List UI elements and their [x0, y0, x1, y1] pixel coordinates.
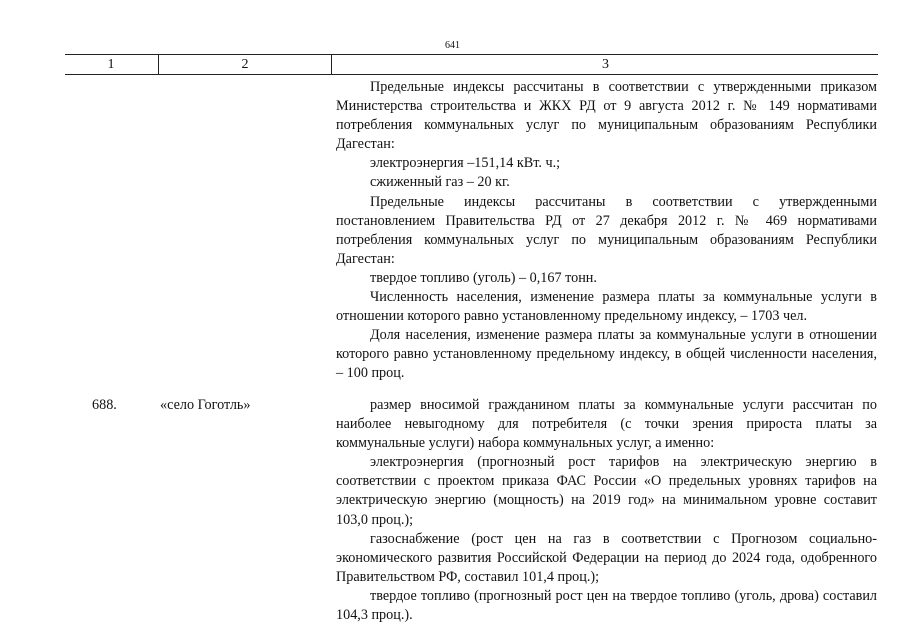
- paragraph: сжиженный газ – 20 кг.: [370, 174, 510, 191]
- paragraph: размер вносимой гражданином платы за коммунальные услуги рассчитан по наиболее невыгодному для потребителя (с точки зрения прироста платы за коммунальные услуги) набора коммунальных услуг, а именно:: [336, 397, 877, 452]
- block-1-text: [336, 78, 877, 384]
- settlement-name: «село Гоготль»: [160, 397, 251, 413]
- paragraph: Доля населения, изменение размера платы за коммунальные услуги в отношении которого равно установленному предельному индексу, в общей численности населения, – 100 проц.: [336, 327, 877, 382]
- paragraph: твердое топливо (уголь) – 0,167 тонн.: [370, 269, 597, 286]
- row-688-text: [336, 396, 877, 625]
- paragraph: Предельные индексы рассчитаны в соответствии с утвержденными постановлением Правительства РД от 27 декабря 2012 г. № 469 нормативами потребления коммунальных услуг по муниципальным образованиям Республики Дагестан:: [336, 193, 877, 267]
- page-number: 641: [445, 40, 460, 51]
- header-col-1: 1: [107, 57, 115, 72]
- paragraph: электроэнергия –151,14 кВт. ч.;: [370, 155, 561, 172]
- table-header: [65, 54, 878, 75]
- row-number: 688.: [92, 397, 117, 413]
- paragraph: газоснабжение (рост цен на газ в соответствии с Прогнозом социально-экономического развития Российской Федерации на период до 2024 года, одобренного Правительством РФ, составил 101,4 проц.);: [336, 530, 877, 585]
- paragraph: Численность населения, изменение размера платы за коммунальные услуги в отношении которого равно установленному предельному индексу, – 1703 чел.: [336, 289, 877, 325]
- header-col-2: 2: [158, 55, 331, 74]
- header-col-3: 3: [331, 55, 879, 74]
- paragraph: твердое топливо (прогнозный рост цен на твердое топливо (уголь, дрова) составил 104,3 проц.).: [336, 587, 877, 624]
- paragraph: электроэнергия (прогнозный рост тарифов на электрическую энергию в соответствии с проектом приказа ФАС России «О предельных уровнях тарифов на электрическую энергию (мощность) на 2019 год» на минимальном уровне составит 103,0 проц.);: [336, 454, 877, 528]
- paragraph: Предельные индексы рассчитаны в соответствии с утвержденными приказом Министерства строительства и ЖКХ РД от 9 августа 2012 г. № 149 нормативами потребления коммунальных услуг по муниципальным образованиям Республики Дагестан:: [336, 79, 877, 153]
